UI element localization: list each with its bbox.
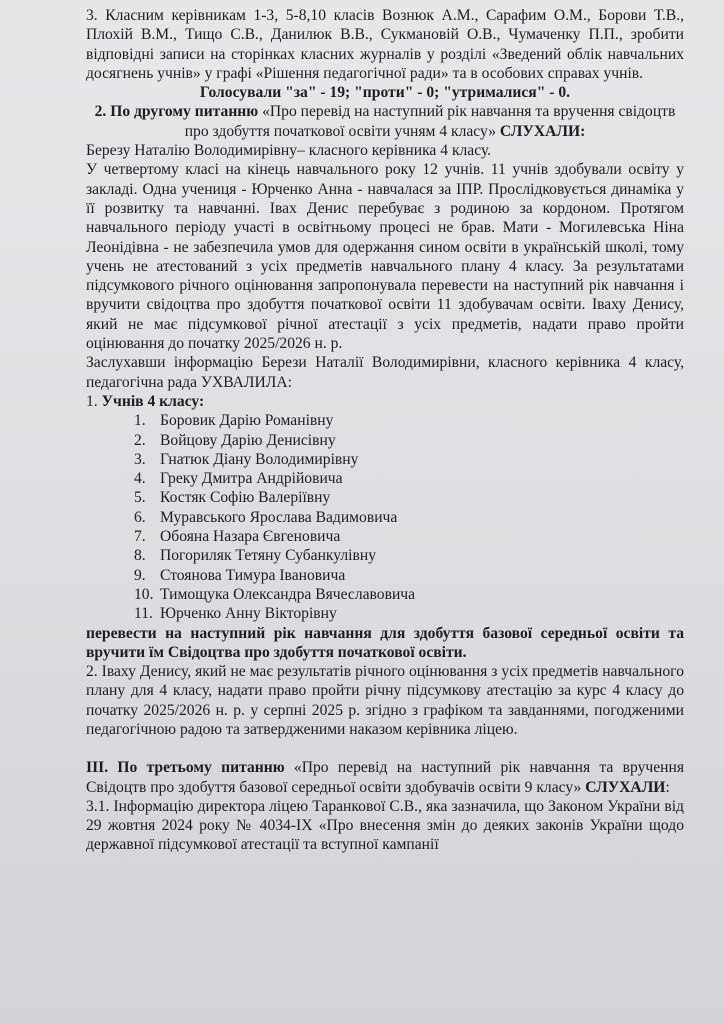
student-number: 9. (134, 566, 146, 584)
student-name: Войцову Дарію Денисівну (160, 431, 336, 449)
student-number: 6. (134, 508, 146, 526)
paragraph-class-teachers: 3. Класним керівникам 1-3, 5-8,10 класів Вознюк А.М., Сарафим О.М., Борови Т.В., Плохій В.М., Тищо С.В., Данилюк В.В., Сукмановій О.В., Чумаченку П.П., зробити відповідні записи на сторінках класних журналів у розділі «Зведений облік навчальних досягнень учнів» у графі «Рішення педагогічної ради» та в особових справах учнів. (86, 7, 684, 82)
question-3-heading (86, 758, 684, 797)
decision-1-title: Учнів 4 класу: (101, 392, 205, 410)
student-number: 10. (134, 585, 154, 603)
decision-1-number: 1. (86, 392, 102, 410)
question-2-label: 2. По другому питанню (94, 103, 259, 121)
student-number: 11. (134, 605, 153, 623)
list-item (134, 566, 684, 585)
list-item (134, 488, 684, 507)
student-number: 4. (134, 470, 146, 488)
question-2-heading (86, 102, 684, 141)
student-name: Гнатюк Діану Володимирівну (160, 450, 359, 468)
decision-1-heading (86, 392, 684, 411)
list-item (134, 431, 684, 450)
question-2-decision-intro: Заслухавши інформацію Берези Наталії Володимирівни, класного керівника 4 класу, педагогічна рада УХВАЛИЛА: (86, 354, 684, 391)
list-item (134, 527, 684, 546)
student-name: Муравського Ярослава Вадимовича (160, 508, 398, 526)
spacer (86, 739, 684, 758)
vote-result: Голосували "за" - 19; "проти" - 0; "утрималися" - 0. (199, 84, 571, 102)
list-item (134, 469, 684, 488)
student-name: Погориляк Тетяну Субанкулівну (160, 547, 376, 565)
list-item (134, 546, 684, 565)
student-list (86, 411, 684, 623)
question-2-report: У четвертому класі на кінець навчального року 12 учнів. 11 учнів здобували освіту у закладі. Одна учениця - Юрченко Анна - навчалася за ІПР. Прослідковується динаміка у її розвитку та навчанні. Іваx Денис перебуває з родиною за кордоном. Протягом навчального періоду участі в освітньому процесі не брав. Мати - Могилевська Ніна Леонідівна - не забезпечила умов для одержання сином освіти в українській школі, тому учень не атестований з усіх предметів навчального плану 4 класу. За результатами підсумкового річного оцінювання запропонувала перевести на наступний рік навчання і вручити свідоцтва про здобуття початкової освіти 11 здобувачам освіти. Іваху Денису, який не має підсумкової річної атестації з усіх предметів, надати право пройти оцінювання до початку 2025/2026 н. р. (86, 161, 684, 353)
student-name: Обояна Назара Євгеновича (160, 528, 341, 546)
student-name: Боровик Дарію Романівну (160, 412, 334, 430)
student-name: Греку Дмитра Андрійовича (160, 470, 343, 488)
list-item (134, 411, 684, 430)
student-number: 5. (134, 489, 146, 507)
list-item (134, 604, 684, 623)
document-body (86, 6, 684, 855)
question-2-speaker: Березу Наталію Володимирівну– класного керівника 4 класу. (86, 142, 492, 160)
student-number: 2. (134, 431, 146, 449)
list-item (134, 450, 684, 469)
student-name: Стоянова Тимура Івановича (160, 566, 346, 584)
question-3-topic: «Про перевід на наступний рік навчання та вручення Свідоцтв про здобуття базової середньої освіти здобувачів освіти 9 класу» (86, 759, 684, 796)
student-number: 8. (134, 547, 146, 565)
student-number: 1. (134, 412, 146, 430)
question-3-label: ІІІ. По третьому питанню (86, 759, 285, 777)
question-2-listened: СЛУХАЛИ: (499, 122, 586, 140)
student-name: Юрченко Анну Вікторівну (160, 605, 337, 623)
question-3-info: 3.1. Інформацію директора ліцею Таранкової С.В., яка зазначила, що Законом України від 29 жовтня 2024 року № 4034-ІХ «Про внесення змін до деяких законів України щодо державної підсумкової атестації та вступної кампанії (86, 797, 684, 854)
question-3-colon: : (665, 778, 670, 796)
decision-2: 2. Іваху Денису, який не має результатів річного оцінювання з усіх предметів навчального плану для 4 класу, надати право пройти річну підсумкову атестацію за курс 4 класу до початку 2025/2026 н. р. у серпні 2025 р. згідно з графіком та завданнями, погодженими педагогічною радою та затвердженими наказом керівника ліцею. (86, 663, 684, 738)
list-item (134, 508, 684, 527)
student-name: Тимощука Олександра Вячеславовича (160, 585, 416, 603)
student-name: Костяк Софію Валеріївну (160, 489, 331, 507)
decision-1-result: перевести на наступний рік навчання для здобуття базової середньої освіти та вручити їм Свідоцтва про здобуття початкової освіти. (86, 624, 684, 661)
question-3-listened: СЛУХАЛИ (585, 778, 666, 796)
question-2-topic: «Про перевід на наступний рік навчання та вручення свідоцтв про здобуття початкової освіти учням 4 класу» (184, 103, 676, 140)
student-number: 3. (134, 450, 146, 468)
list-item (134, 585, 684, 604)
student-number: 7. (134, 528, 146, 546)
